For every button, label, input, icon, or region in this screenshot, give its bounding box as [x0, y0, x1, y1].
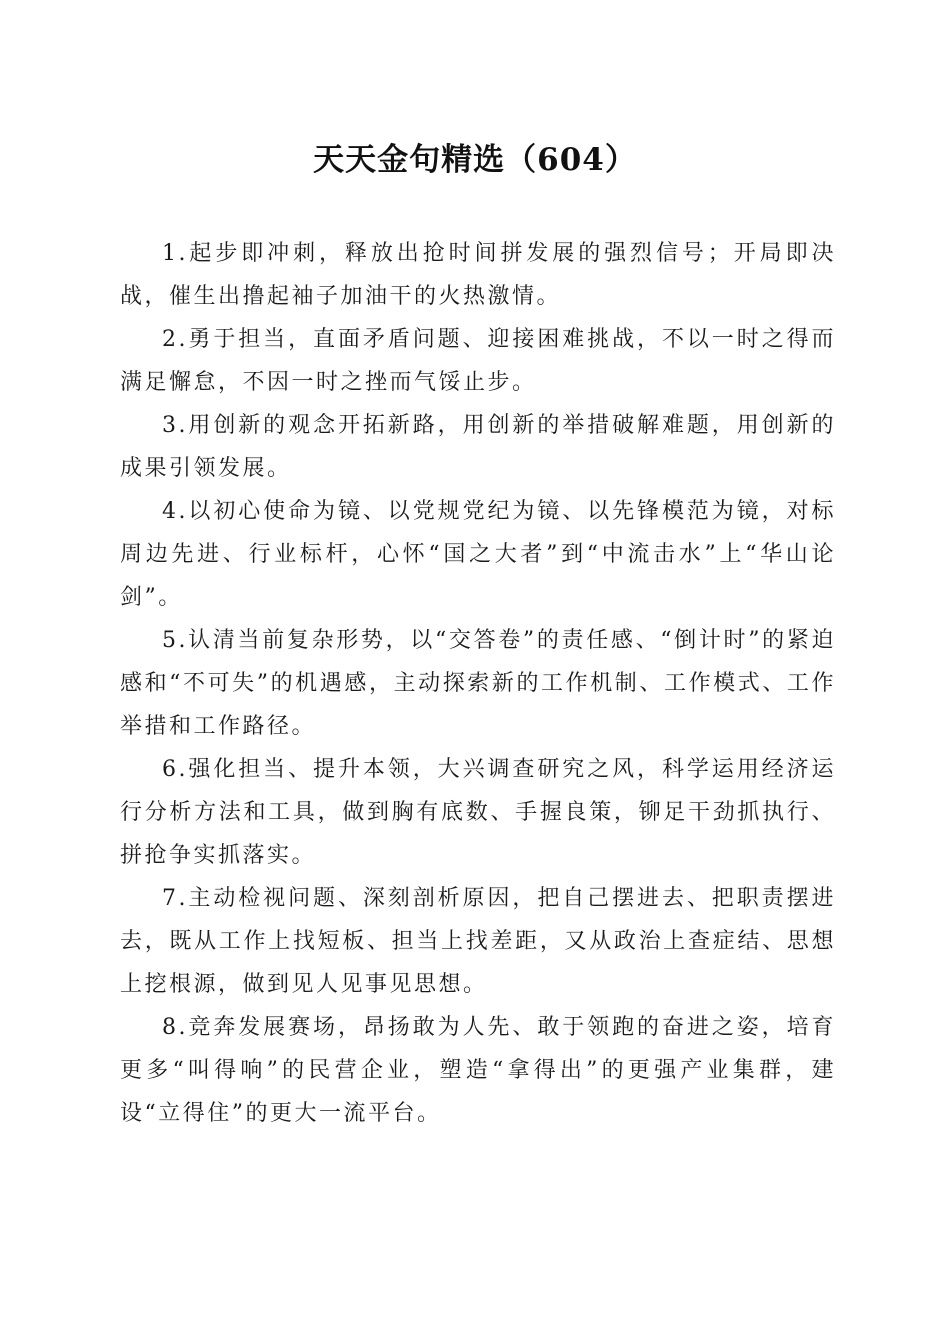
- document-body: [120, 232, 836, 1135]
- paragraph-5: 5.认清当前复杂形势，以“交答卷”的责任感、“倒计时”的紧迫感和“不可失”的机遇感，主动探索新的工作机制、工作模式、工作举措和工作路径。: [120, 628, 836, 739]
- paragraph-8: 8.竞奔发展赛场，昂扬敢为人先、敢于领跑的奋进之姿，培育更多“叫得响”的民营企业，塑造“拿得出”的更强产业集群，建设“立得住”的更大一流平台。: [120, 1015, 836, 1126]
- paragraph-1: 1.起步即冲刺，释放出抢时间拼发展的强烈信号；开局即决战，催生出撸起袖子加油干的火热激情。: [120, 241, 836, 309]
- paragraph-3: 3.用创新的观念开拓新路，用创新的举措破解难题，用创新的成果引领发展。: [120, 413, 836, 481]
- paragraph-2: 2.勇于担当，直面矛盾问题、迎接困难挑战，不以一时之得而满足懈怠，不因一时之挫而气馁止步。: [120, 327, 836, 395]
- paragraph-4: 4.以初心使命为镜、以党规党纪为镜、以先锋模范为镜，对标周边先进、行业标杆，心怀“国之大者”到“中流击水”上“华山论剑”。: [120, 499, 836, 610]
- paragraph-6: 6.强化担当、提升本领，大兴调查研究之风，科学运用经济运行分析方法和工具，做到胸有底数、手握良策，铆足干劲抓执行、拼抢争实抓落实。: [120, 757, 836, 868]
- paragraph-7: 7.主动检视问题、深刻剖析原因，把自己摆进去、把职责摆进去，既从工作上找短板、担当上找差距，又从政治上查症结、思想上挖根源，做到见人见事见思想。: [120, 886, 836, 997]
- document-title: 天天金句精选（604）: [313, 142, 637, 178]
